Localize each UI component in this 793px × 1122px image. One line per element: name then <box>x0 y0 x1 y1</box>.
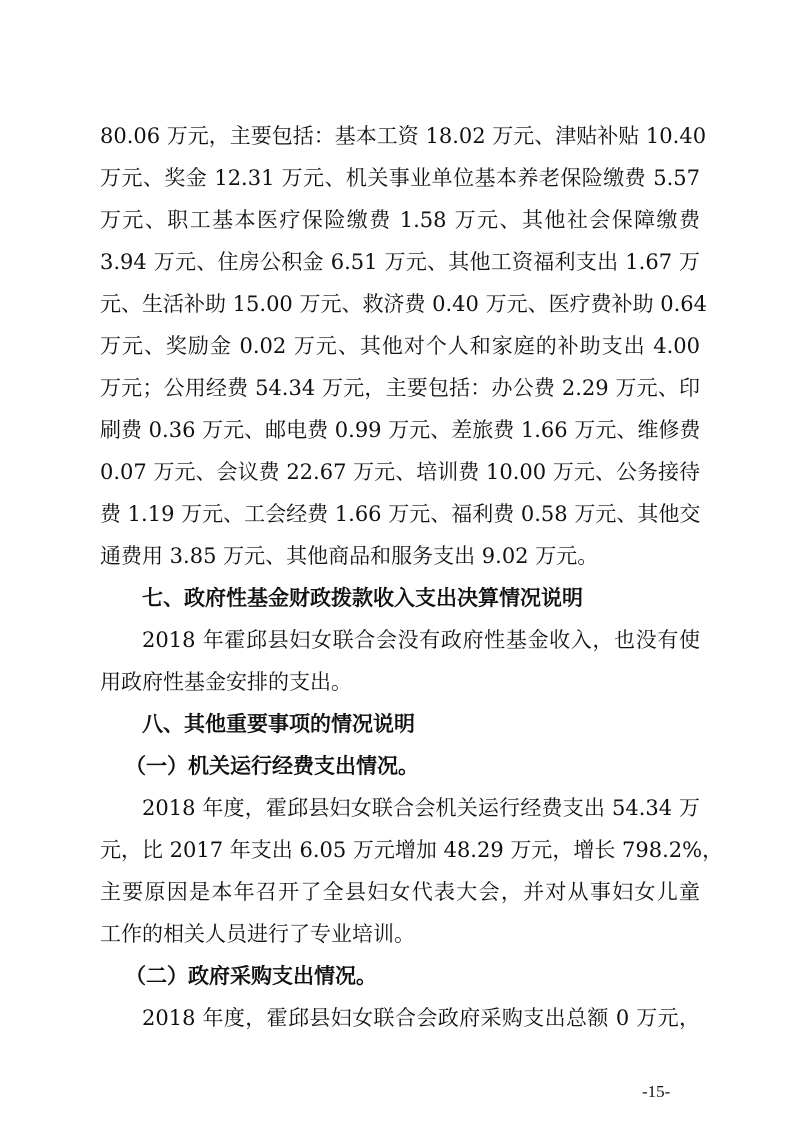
subsection-heading-1: （一）机关运行经费支出情况。 <box>125 754 419 778</box>
body-line: 2018 年度，霍邱县妇女联合会政府采购支出总额 0 万元， <box>142 1006 700 1030</box>
body-line: 万元、奖励金 0.02 万元、其他对个人和家庭的补助支出 4.00 <box>100 334 700 358</box>
body-line: 工作的相关人员进行了专业培训。 <box>100 922 415 946</box>
body-line: 用政府性基金安排的支出。 <box>100 670 352 694</box>
body-line: 刷费 0.36 万元、邮电费 0.99 万元、差旅费 1.66 万元、维修费 <box>100 418 701 442</box>
subsection-heading-2: （二）政府采购支出情况。 <box>125 964 377 988</box>
body-line: 万元；公用经费 54.34 万元，主要包括：办公费 2.29 万元、印 <box>100 376 700 400</box>
section-heading-7: 七、政府性基金财政拨款收入支出决算情况说明 <box>142 586 583 610</box>
body-line: 元，比 2017 年支出 6.05 万元增加 48.29 万元，增长 798.2%， <box>100 838 724 862</box>
body-line: 2018 年度，霍邱县妇女联合会机关运行经费支出 54.34 万 <box>142 796 700 820</box>
body-line: 万元、职工基本医疗保险缴费 1.58 万元、其他社会保障缴费 <box>100 208 700 232</box>
body-line: 元、生活补助 15.00 万元、救济费 0.40 万元、医疗费补助 0.64 <box>100 292 708 316</box>
body-line: 80.06 万元，主要包括：基本工资 18.02 万元、津贴补贴 10.40 <box>100 124 707 148</box>
body-line: 费 1.19 万元、工会经费 1.66 万元、福利费 0.58 万元、其他交 <box>100 502 701 526</box>
body-line: 主要原因是本年召开了全县妇女代表大会，并对从事妇女儿童 <box>100 880 700 904</box>
body-line: 0.07 万元、会议费 22.67 万元、培训费 10.00 万元、公务接待 <box>100 460 700 484</box>
body-line: 2018 年霍邱县妇女联合会没有政府性基金收入，也没有使 <box>142 628 700 652</box>
body-line: 万元、奖金 12.31 万元、机关事业单位基本养老保险缴费 5.57 <box>100 166 700 190</box>
body-line: 通费用 3.85 万元、其他商品和服务支出 9.02 万元。 <box>100 544 599 568</box>
page-number: -15- <box>642 1082 671 1101</box>
section-heading-8: 八、其他重要事项的情况说明 <box>142 712 415 736</box>
body-line: 3.94 万元、住房公积金 6.51 万元、其他工资福利支出 1.67 万 <box>100 250 700 274</box>
